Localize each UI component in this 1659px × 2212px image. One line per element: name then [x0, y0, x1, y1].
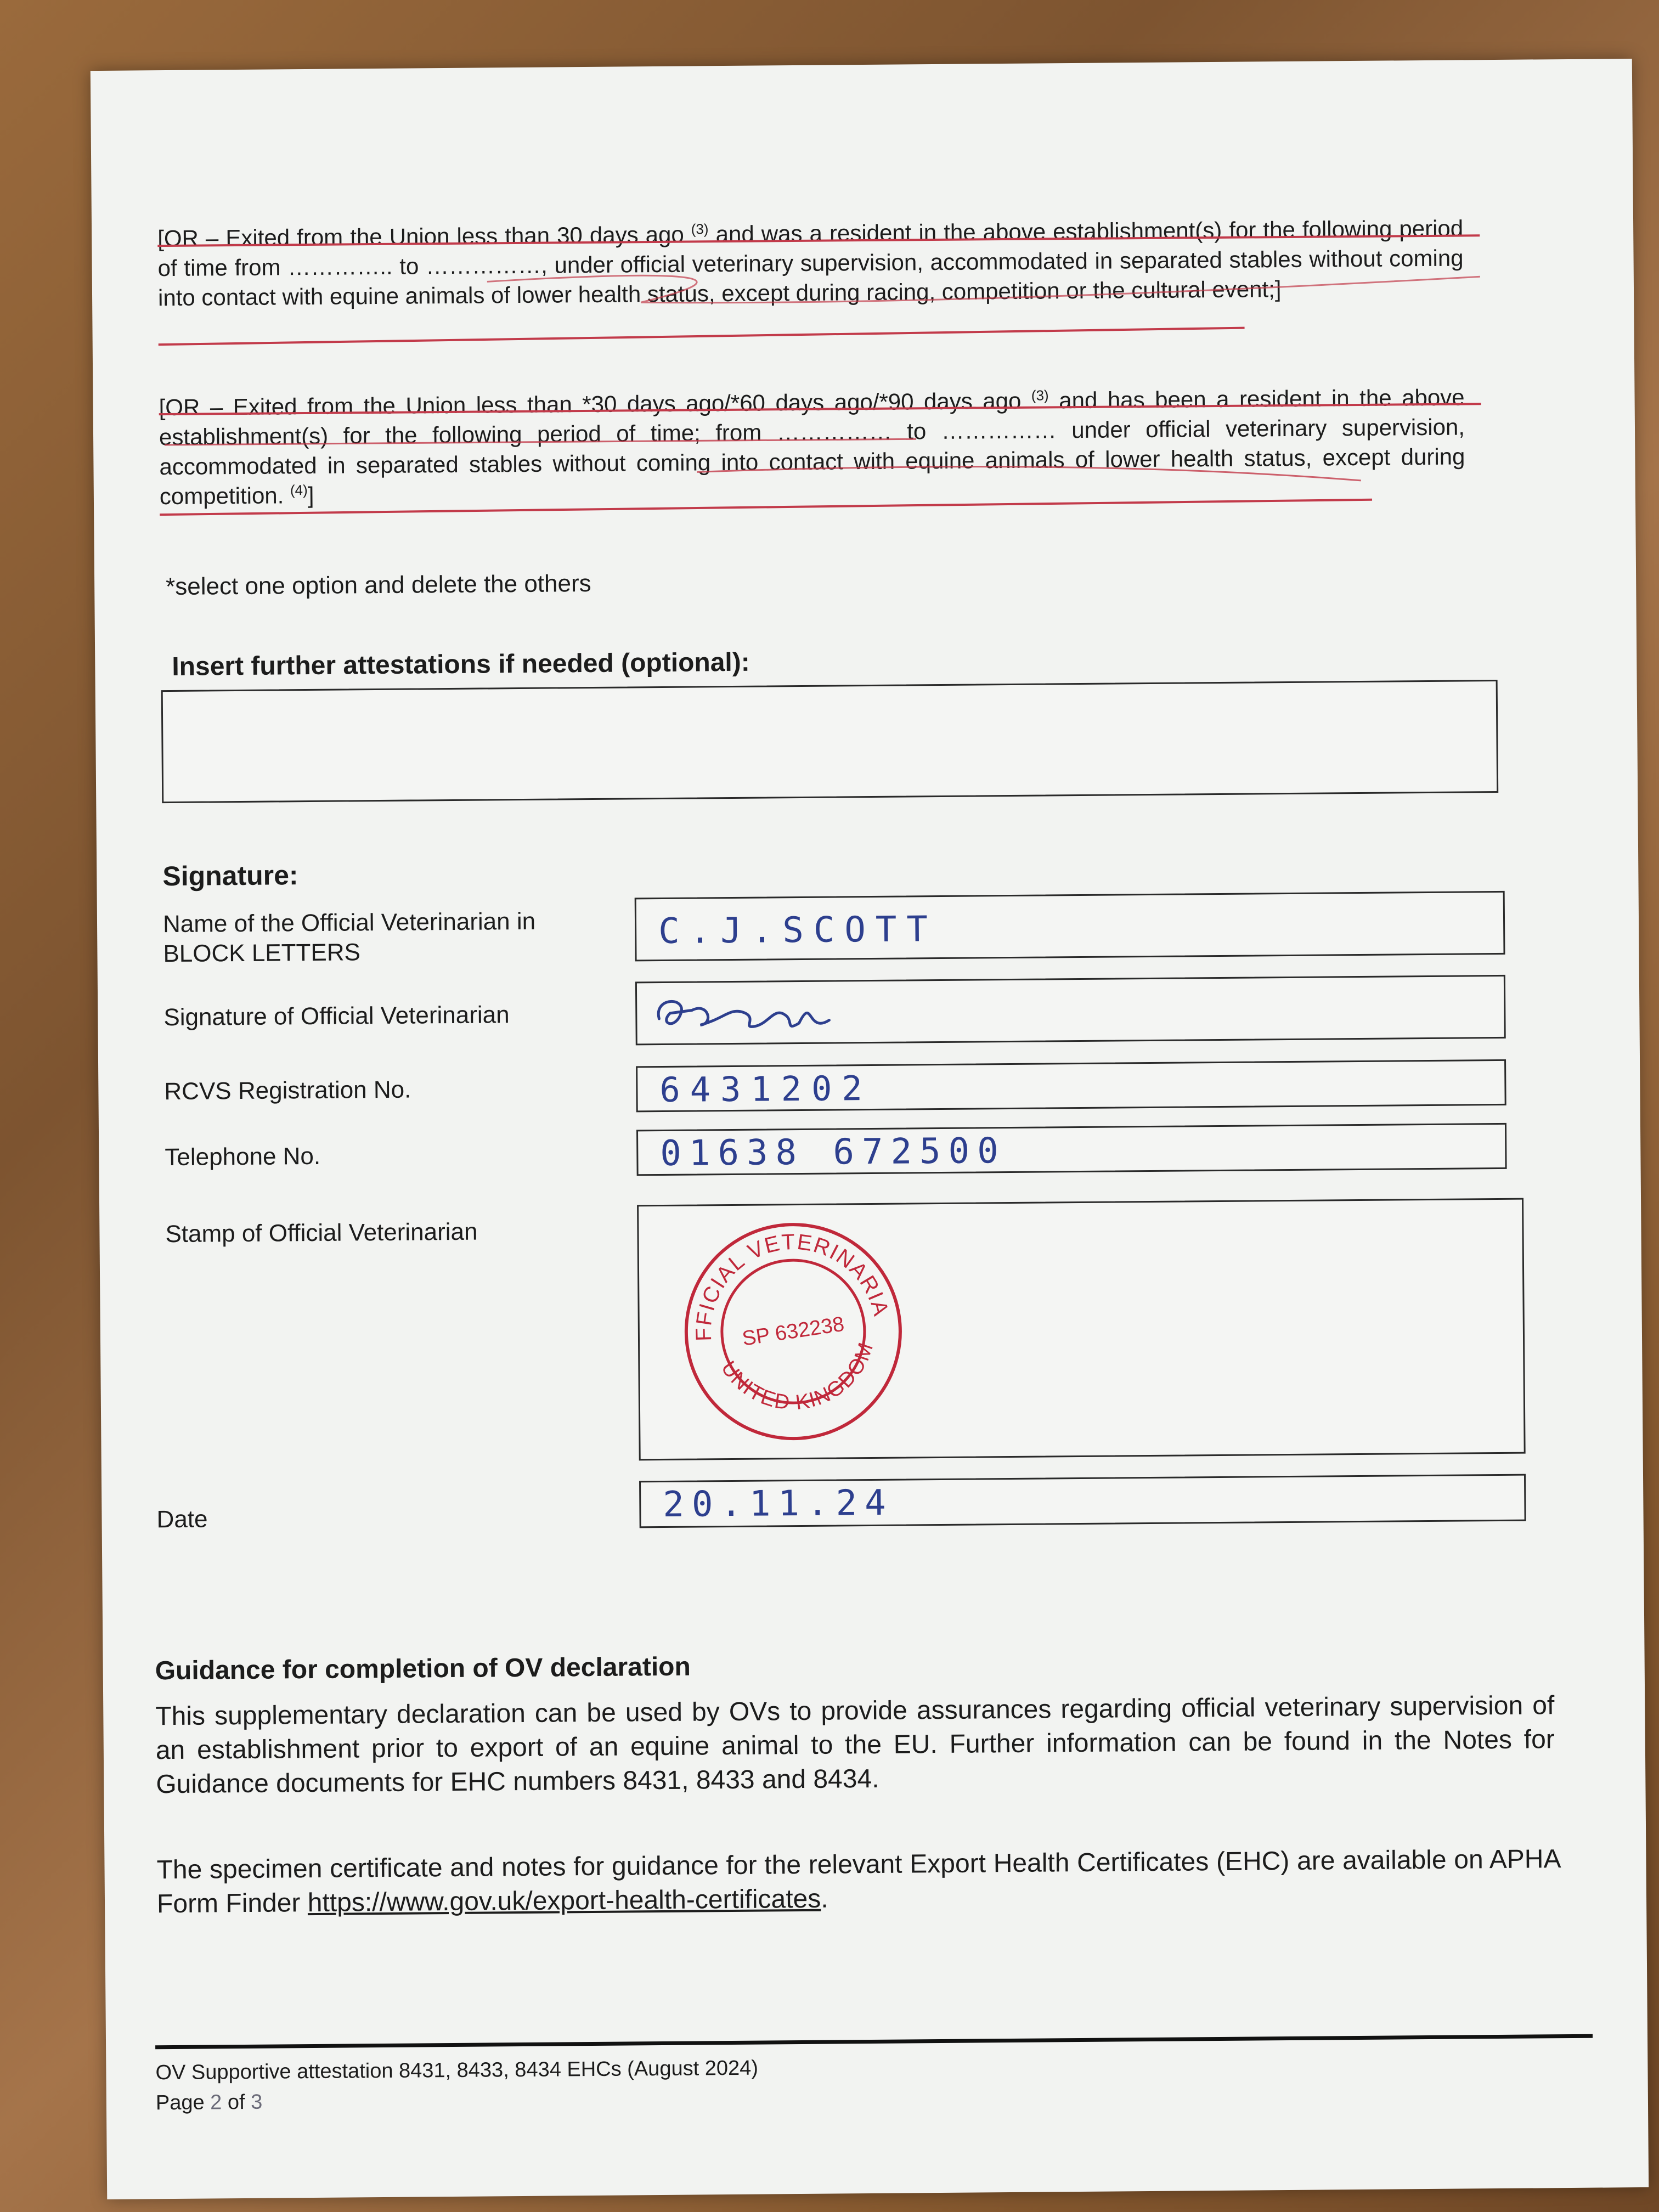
telephone-field[interactable] [636, 1123, 1507, 1176]
further-attestations-heading: Insert further attestations if needed (optional): [172, 647, 750, 681]
date-value: 20.11.24 [663, 1482, 894, 1525]
stamp-top-text: OFFICIAL VETERINARIAN [691, 1229, 894, 1342]
date-field[interactable] [639, 1474, 1526, 1528]
telephone-value: 01638 672500 [660, 1131, 1006, 1174]
handwritten-signature-icon [648, 984, 868, 1041]
struck-attestation-paragraph-2: [OR – Exited from the Union less than *30 days ago/*60 days ago/*90 days ago $^{(3)}$ and has been a resident in the above establishment(s) for the following period of time; from …………… to …………… under official veterinary supervision, accommodated in separated stables without coming into contact with equine animals of lower health status, except during competition. $^{(4)}$] [159, 384, 1465, 510]
ov-signature-field[interactable] [635, 975, 1506, 1045]
footer-title: OV Supportive attestation 8431, 8433, 8434 EHCs (August 2024) [155, 2056, 759, 2085]
date-label: Date [156, 1505, 208, 1533]
rcvs-label: RCVS Registration No. [164, 1076, 411, 1105]
rcvs-value: 6431202 [659, 1068, 872, 1110]
signature-heading: Signature: [162, 860, 298, 892]
struck-attestation-paragraph-1: [OR – Exited from the Union less than 30 days ago $^{(3)}$ and was a resident in the above establishment(s) for the following period of time from ………….. to ……………, under official veterinary supervision, accommodated in separated stables without coming into contact with equine animals of lower health status, except during racing, competition or the cultural event;] [157, 215, 1464, 311]
guidance-heading: Guidance for completion of OV declaration [155, 1652, 691, 1686]
ov-name-field[interactable] [635, 891, 1505, 961]
guidance-paragraph-1: This supplementary declaration can be used by OVs to provide assurances regarding official veterinary supervision of an establishment prior to export of an equine animal to the EU. Further information can be found in the Notes for Guidance documents for EHC numbers 8431, 8433 and 8434. [155, 1691, 1555, 1799]
ov-signature-label: Signature of Official Veterinarian [163, 1001, 510, 1031]
guidance-paragraph-2: The specimen certificate and notes for guidance for the relevant Export Health Certificates (EHC) are available on APHA Form Finder https://www.gov.uk/export-health-certificates. [156, 1844, 1561, 1919]
stamp-bottom-text: UNITED KINGDOM [716, 1339, 878, 1415]
ov-name-value: C.J.SCOTT [658, 909, 938, 952]
footer-rule [155, 2034, 1593, 2050]
further-attestations-box[interactable] [161, 680, 1499, 803]
telephone-label: Telephone No. [165, 1142, 321, 1171]
stamp-center-text: SP 632238 [741, 1312, 846, 1351]
stamp-label: Stamp of Official Veterinarian [165, 1218, 478, 1248]
stamp-field[interactable] [637, 1198, 1526, 1461]
rcvs-field[interactable] [636, 1059, 1506, 1112]
select-option-note: *select one option and delete the others [166, 569, 591, 601]
export-health-certificates-link[interactable]: https://www.gov.uk/export-health-certificates [307, 1884, 821, 1918]
footer-page-number: Page 2 of 3 [155, 2090, 263, 2115]
official-veterinarian-stamp [672, 1210, 915, 1453]
ov-name-label: Name of the Official Veterinarian in BLOCK LETTERS [162, 907, 536, 968]
document-page [91, 59, 1649, 2199]
